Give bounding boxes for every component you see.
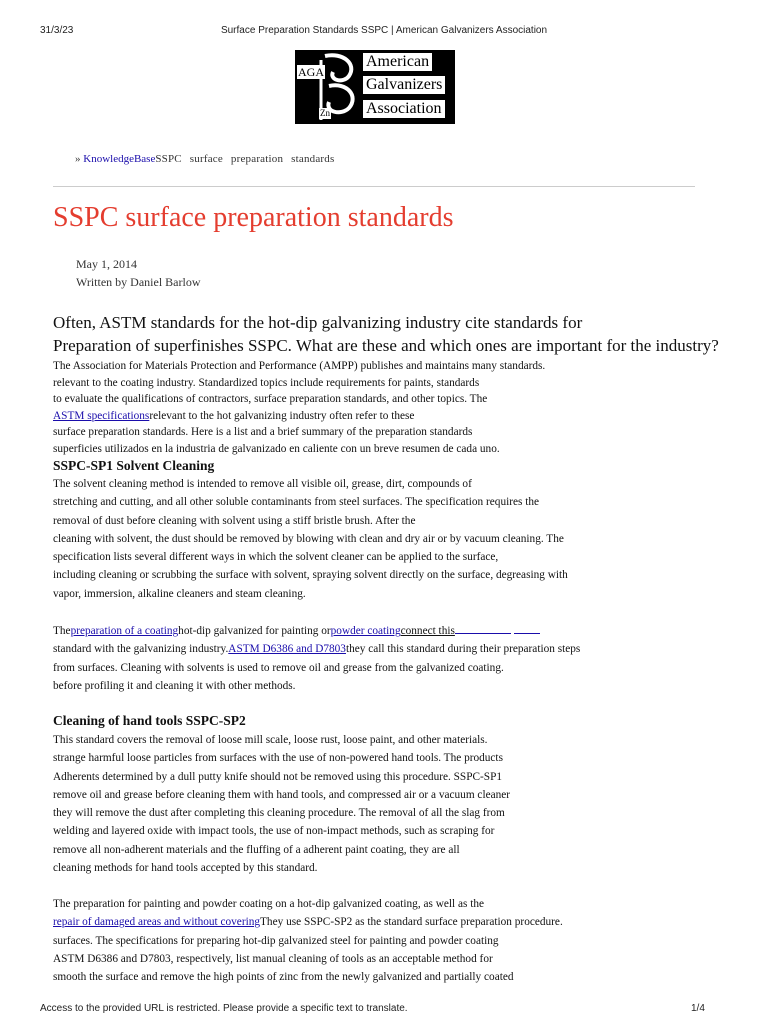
paragraph-line: to evaluate the qualifications of contractors, surface preparation standards, and other topics. The [53,393,488,405]
paragraph-text: relevant to the hot galvanizing industry often refer to these [149,409,415,422]
article-title: SSPC surface preparation standards [53,202,454,233]
paragraph-text: they call this standard during their preparation steps [345,643,581,656]
paragraph-line: This standard covers the removal of loose mill scale, loose rust, loose paint, and other materials. [53,734,488,746]
article-lead [53,311,768,357]
intro-paragraph [53,358,545,457]
paragraph-line [53,622,580,640]
paragraph-line [53,640,580,658]
paragraph-line [53,913,563,931]
paragraph-line: remove all non-adherent materials and the fluffing of a adherent paint coating, they are all [53,843,460,856]
print-page-title: Surface Preparation Standards SSPC | American Galvanizers Association [220,25,548,36]
aga-badge: AGA [298,65,324,79]
link-underline [514,622,540,634]
paragraph-text: The [53,625,71,637]
lead-line: Often, ASTM standards for the hot-dip galvanizing industry cite standards for [53,313,583,332]
paragraph-line: strange harmful loose particles from surfaces with the use of non-powered hand tools. The products [53,752,503,765]
paragraph-line: surface preparation standards. Here is a list and a brief summary of the preparation standards [53,426,473,438]
astm-d6386-d7803-link[interactable]: ASTM D6386 and D7803 [228,643,346,656]
logo-line-galvanizers: Galvanizers [363,76,445,94]
paragraph-line: including cleaning or scrubbing the surface with solvent, spraying solvent directly on the surface, degreasing with [53,569,568,582]
paragraph-text: They use SSPC-SP2 as the standard surface preparation procedure. [260,916,563,929]
paragraph-line: The preparation for painting and powder coating on a hot-dip galvanized coating, as well as the [53,898,485,910]
sp1-paragraph-2 [53,622,580,695]
paragraph-line: specification lists several different ways in which the solvent cleaner can be applied to the surface, [53,551,499,564]
sp1-paragraph [53,475,568,603]
paragraph-line: surfaces. The specifications for preparing hot-dip galvanized steel for painting and powder coating [53,934,499,947]
paragraph-line: Adherents determined by a dull putty knife should not be removed using this procedure. SSPC-SP1 [53,770,502,783]
preparation-coating-link[interactable]: preparation of a coating [70,625,179,637]
aga-logo[interactable] [295,50,455,124]
section-heading-sp2: Cleaning of hand tools SSPC-SP2 [53,713,246,728]
article-date: May 1, 2014 [76,257,137,271]
paragraph-line: smooth the surface and remove the high points of zinc from the newly galvanized and partially coated [53,971,514,984]
paragraph-line: removal of dust before cleaning with solvent using a stiff bristle brush. After the [53,514,416,527]
logo-line-american: American [363,53,432,71]
sp2-paragraph-2 [53,895,563,986]
paragraph-line: The solvent cleaning method is intended to remove all visible oil, grease, dirt, compounds of [53,478,472,490]
paragraph-line: from surfaces. Cleaning with solvents is used to remove oil and grease from the galvanized coating. [53,661,504,674]
paragraph-line: before profiling it and cleaning it with other methods. [53,679,296,692]
astm-specifications-link[interactable]: ASTM specifications [53,409,150,422]
paragraph-line: The Association for Materials Protection and Performance (AMPP) publishes and maintains many standards. [53,360,546,372]
zn-badge: Zn [320,108,330,118]
paragraph-line: remove oil and grease before cleaning them with hand tools, and compressed air or a vacuum cleaner [53,788,511,801]
section-heading-sp1: SSPC-SP1 Solvent Cleaning [53,458,215,473]
lead-line: Preparation of superfinishes SSPC. What are these and which ones are important for the industry? [53,336,719,355]
header-divider [53,186,695,187]
print-footer [0,1001,768,1017]
page-number: 1/4 [691,1003,705,1014]
breadcrumb-separator: » [75,153,81,165]
paragraph-text: connect this [400,625,455,637]
print-footer-note: Access to the provided URL is restricted. Please provide a specific text to translate. [40,1003,408,1014]
paragraph-line: stretching and cutting, and all other soluble contaminants from steel surfaces. The specification requires the [53,496,540,509]
paragraph-line: ASTM D6386 and D7803, respectively, list manual cleaning of tools as an acceptable method for [53,952,493,965]
paragraph-line: cleaning methods for hand tools accepted by this standard. [53,862,318,875]
paragraph-text: standard with the galvanizing industry. [53,643,229,656]
breadcrumb-current: SSPC surface preparation standards [155,153,335,165]
powder-coating-link[interactable]: powder coating [330,625,401,637]
paragraph-line: they will remove the dust after completing this cleaning procedure. The removal of all the slag from [53,807,505,820]
paragraph-line: vapor, immersion, alkaline cleaners and steam cleaning. [53,587,306,600]
link-underline [455,622,511,634]
print-header [0,22,768,38]
article-author: Written by Daniel Barlow [76,275,201,289]
breadcrumb [75,153,334,165]
paragraph-line: superficies utilizados en la industria de galvanizado en caliente con un breve resumen de cada uno. [53,442,500,455]
paragraph-line: welding and layered oxide with impact tools, the use of non-impact methods, such as scraping for [53,825,495,838]
logo-line-association: Association [363,100,445,118]
paragraph-line [53,408,545,425]
repair-damaged-areas-link[interactable]: repair of damaged areas and without covering [53,916,261,929]
paragraph-line: cleaning with solvent, the dust should be removed by blowing with clean and dry air or by vacuum cleaning. The [53,532,564,545]
sp2-paragraph [53,731,510,877]
print-date: 31/3/23 [40,25,74,36]
paragraph-line: relevant to the coating industry. Standardized topics include requirements for paints, standards [53,376,480,389]
breadcrumb-link-knowledgebase[interactable]: KnowledgeBase [83,153,156,165]
paragraph-text: hot-dip galvanized for painting or [178,625,331,637]
